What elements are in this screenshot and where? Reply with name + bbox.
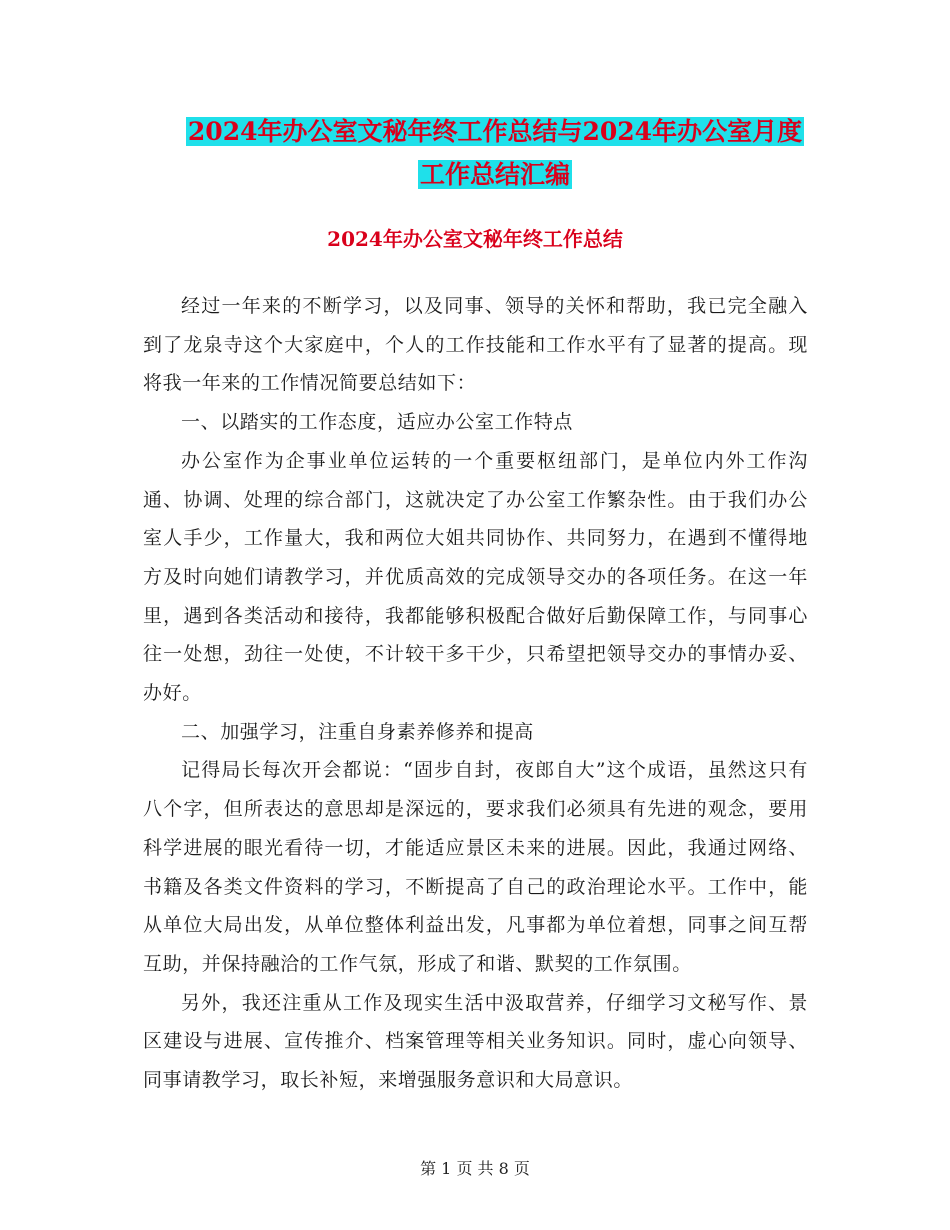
section-title: 2024年办公室文秘年终工作总结 (327, 227, 623, 251)
heading-two: 二、加强学习，注重自身素养修养和提高 (181, 720, 534, 743)
paragraph-learning: 记得局长每次开会都说：“固步自封，夜郎自大”这个成语，虽然这只有八个字，但所表达的意思却是深远的，要求我们必须具有先进的观念，要用科学进展的眼光看待一切，才能适应景区未来的进展。因此，我通过网络、书籍及各类文件资料的学习，不断提高了自己的政治理论水平。工作中，能从单位大局出发，从单位整体利益出发，凡事都为单位着想，同事之间互帮互助，并保持融洽的工作气氛，形成了和谐、默契的工作氛围。 (143, 759, 808, 975)
page-footer: 第 1 页 共 8 页 (420, 1159, 530, 1178)
document-body (143, 287, 808, 1100)
heading-one: 一、以踏实的工作态度，适应办公室工作特点 (181, 411, 574, 434)
document-title-line-2: 工作总结汇编 (419, 160, 570, 189)
paragraph-office-work: 办公室作为企事业单位运转的一个重要枢纽部门，是单位内外工作沟通、协调、处理的综合部门，这就决定了办公室工作繁杂性。由于我们办公室人手少，工作量大，我和两位大姐共同协作、共同努力，在遇到不懂得地方及时向她们请教学习，并优质高效的完成领导交办的各项任务。在这一年里，遇到各类活动和接待，我都能够积极配合做好后勤保障工作，与同事心往一处想，劲往一处使，不计较干多干少，只希望把领导交办的事情办妥、办好。 (143, 449, 808, 705)
paragraph-intro: 经过一年来的不断学习，以及同事、领导的关怀和帮助，我已完全融入到了龙泉寺这个大家庭中，个人的工作技能和工作水平有了显著的提高。现将我一年来的工作情况简要总结如下： (143, 295, 808, 395)
paragraph-additional: 另外，我还注重从工作及现实生活中汲取营养，仔细学习文秘写作、景区建设与进展、宣传推介、档案管理等相关业务知识。同时，虚心向领导、同事请教学习，取长补短，来增强服务意识和大局意识。 (143, 991, 808, 1092)
document-title-line-1: 2024年办公室文秘年终工作总结与2024年办公室月度 (187, 117, 803, 146)
